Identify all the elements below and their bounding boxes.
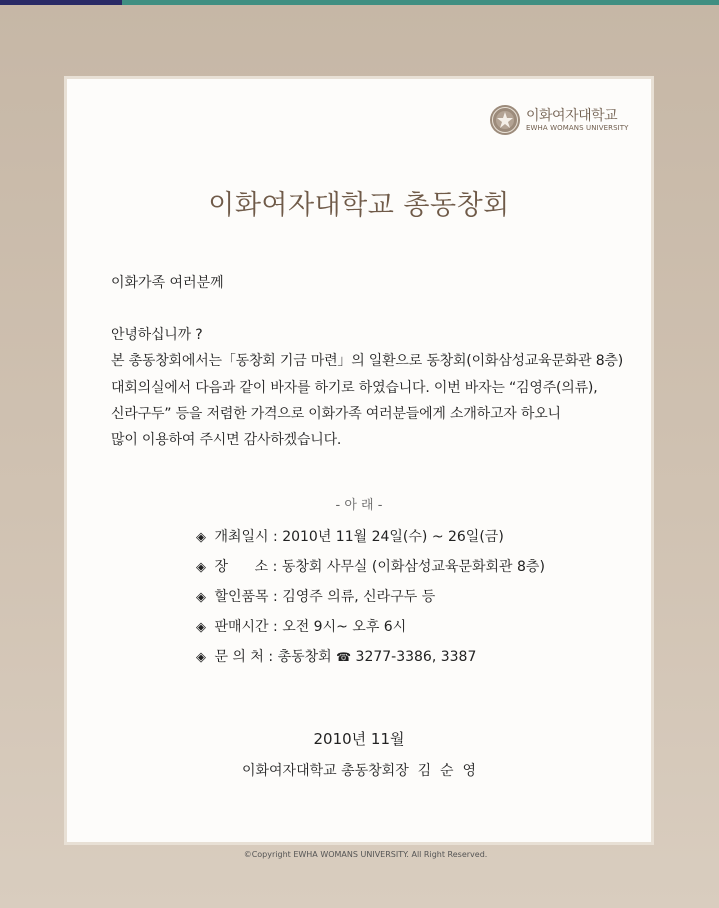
logo-english-name: EWHA WOMANS UNIVERSITY: [526, 124, 629, 132]
page-title: 이화여자대학교 총동창회: [208, 190, 510, 221]
detail-label: 할인품목: [214, 589, 269, 605]
top-bar-teal-segment: [122, 0, 719, 5]
detail-item: ◈ 개최일시 : 2010년 11월 24일(수) ~ 26일(금): [196, 529, 504, 545]
diamond-bullet-icon: ◈: [196, 650, 206, 665]
diamond-bullet-icon: ◈: [196, 530, 206, 545]
detail-label: 문 의 처: [214, 649, 264, 665]
body-line: 많이 이용하여 주시면 감사하겠습니다.: [111, 432, 342, 449]
detail-value: 총동창회: [277, 649, 332, 665]
detail-item: ◈ 문 의 처 : 총동창회 ☎ 3277-3386, 3387: [196, 649, 477, 665]
ewha-seal-icon: [489, 104, 521, 136]
detail-label: 판매시간: [214, 619, 269, 635]
copyright-footer: ©Copyright EWHA WOMANS UNIVERSITY. All Right Reserved.: [243, 850, 488, 859]
diamond-bullet-icon: ◈: [196, 560, 206, 575]
detail-label: 개최일시: [214, 529, 269, 545]
phone-icon: ☎: [336, 650, 352, 664]
body-line: 안녕하십니까 ?: [111, 327, 203, 343]
detail-item: ◈ 판매시간 : 오전 9시~ 오후 6시: [196, 619, 407, 635]
detail-value: 김영주 의류, 신라구두 등: [282, 589, 436, 605]
diamond-bullet-icon: ◈: [196, 620, 206, 635]
top-accent-bar: [0, 0, 719, 5]
logo-korean-name: 이화여자대학교: [526, 108, 618, 124]
greeting: 이화가족 여러분께: [111, 275, 224, 291]
top-bar-navy-segment: [0, 0, 122, 5]
detail-item: ◈ 할인품목 : 김영주 의류, 신라구두 등: [196, 589, 436, 605]
signer: 이화여자대학교 총동창회장 김 순 영: [241, 763, 476, 779]
phone-number: 3277-3386, 3387: [355, 649, 477, 665]
detail-label: 장 소: [214, 559, 269, 575]
detail-value: 동창회 사무실 (이화삼성교육문화회관 8층): [281, 559, 545, 575]
details-heading: - 아 래 -: [335, 498, 383, 513]
diamond-bullet-icon: ◈: [196, 590, 206, 605]
body-line: 대회의실에서 다음과 같이 바자를 하기로 하였습니다. 이번 바자는 “김영주(의류),: [111, 379, 598, 396]
body-line: 본 총동창회에서는「동창회 기금 마련」의 일환으로 동창회(이화삼성교육문화관 8층): [111, 353, 624, 370]
university-logo: [489, 104, 629, 138]
detail-value: 2010년 11월 24일(수) ~ 26일(금): [282, 529, 504, 545]
detail-value: 오전 9시~ 오후 6시: [282, 619, 407, 635]
body-line: 신라구두” 등을 저렴한 가격으로 이화가족 여러분들에게 소개하고자 하오니: [111, 405, 561, 422]
detail-item: ◈ 장 소 : 동창회 사무실 (이화삼성교육문화회관 8층): [196, 559, 545, 575]
notice-date: 2010년 11월: [313, 730, 405, 748]
notice-body: [111, 322, 624, 453]
details-list: [196, 526, 545, 676]
